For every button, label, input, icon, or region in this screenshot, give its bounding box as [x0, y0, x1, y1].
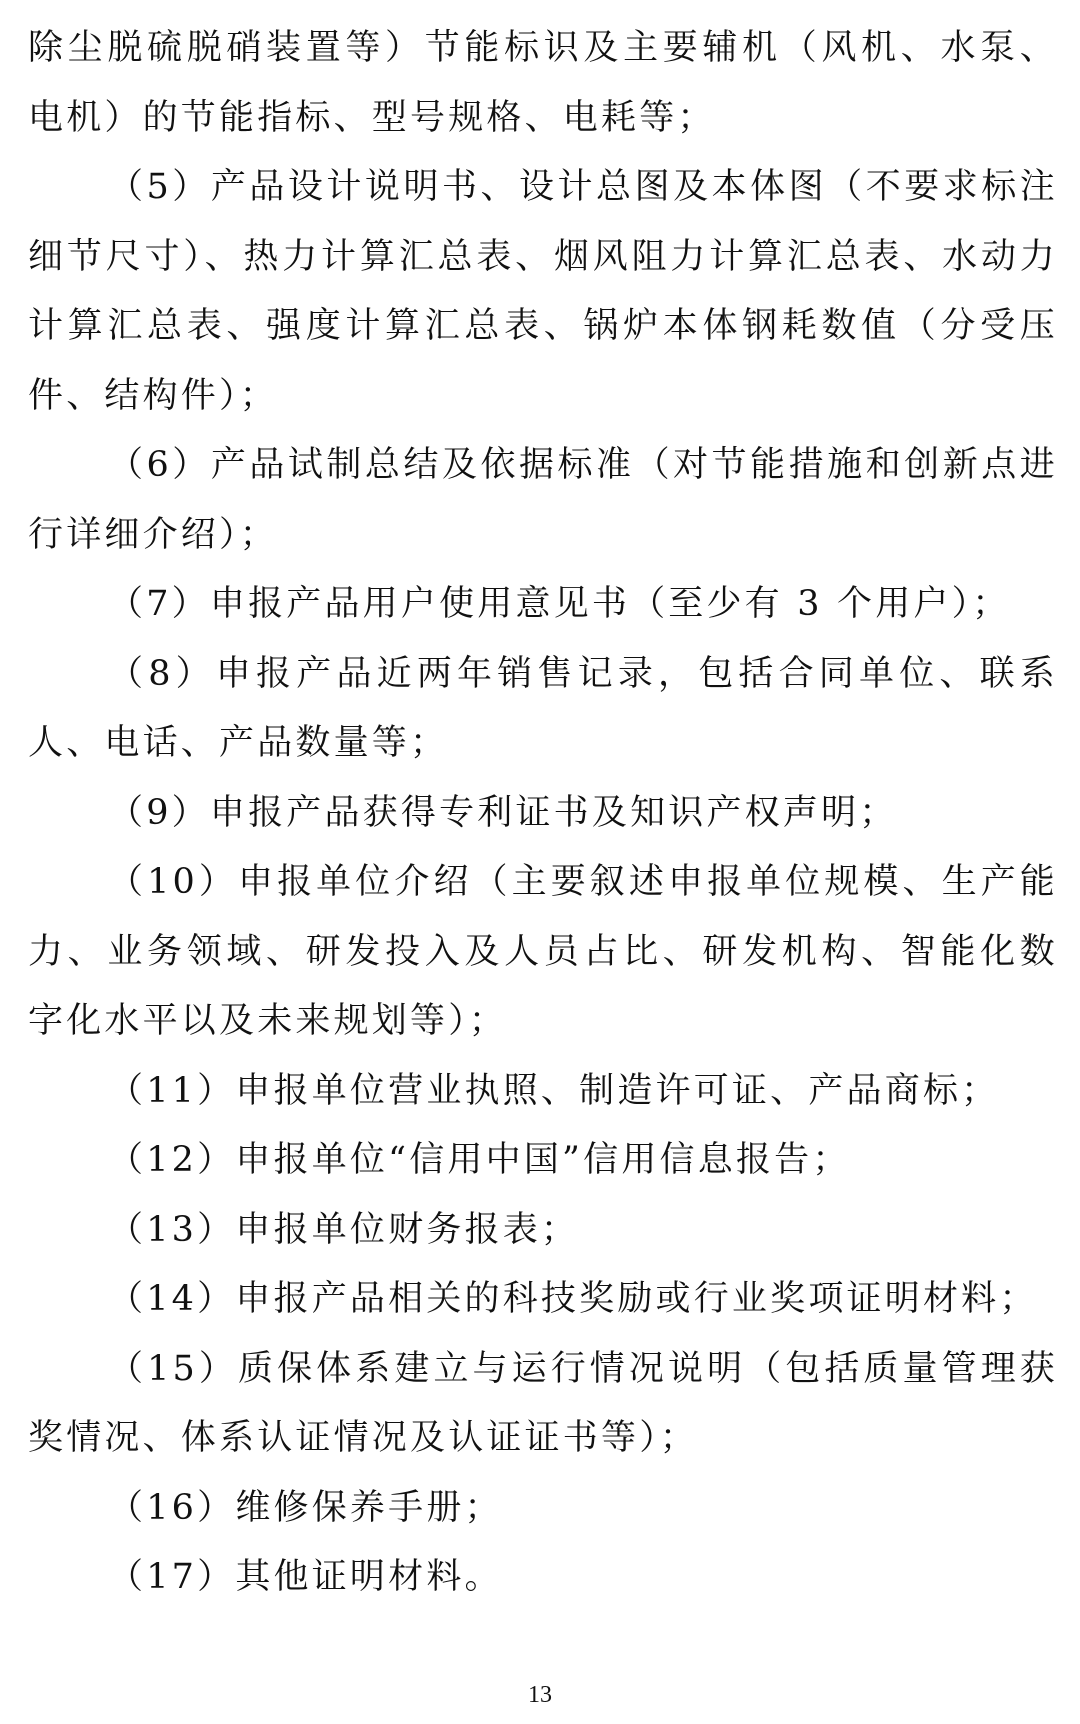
list-item-5: （5）产品设计说明书、设计总图及本体图（不要求标注细节尺寸）、热力计算汇总表、烟风阻力计算汇总表、水动力计算汇总表、强度计算汇总表、锅炉本体钢耗数值（分受压件、结构件）；	[28, 167, 1058, 416]
list-item-9: （9）申报产品获得专利证书及知识产权声明；	[108, 792, 898, 833]
list-item-15: （15）质保体系建立与运行情况说明（包括质量管理获奖情况、体系认证情况及认证证书等）；	[28, 1348, 1058, 1458]
paragraph-auxiliary-equipment-continued: 除尘脱硫脱硝装置等）节能标识及主要辅机（风机、水泵、电机）的节能指标、型号规格、电耗等；	[28, 28, 1058, 138]
list-item-11: （11）申报单位营业执照、制造许可证、产品商标；	[108, 1070, 1000, 1111]
list-item-12: （12）申报单位“信用中国”信用信息报告；	[108, 1140, 851, 1180]
list-item-8: （8）申报产品近两年销售记录，包括合同单位、联系人、电话、产品数量等；	[28, 653, 1058, 763]
list-item-16: （16）维修保养手册；	[108, 1487, 503, 1528]
page-number: 13	[528, 1682, 552, 1708]
list-item-13: （13）申报单位财务报表；	[108, 1209, 580, 1250]
list-item-14: （14）申报产品相关的科技奖励或行业奖项证明材料；	[108, 1279, 1038, 1319]
list-item-7: （7）申报产品用户使用意见书（至少有 3 个用户）；	[108, 584, 1011, 624]
list-item-6: （6）产品试制总结及依据标准（对节能措施和创新点进行详细介绍）；	[28, 445, 1058, 555]
list-item-17: （17）其他证明材料。	[108, 1557, 503, 1597]
document-body	[28, 14, 1058, 1613]
list-item-10: （10）申报单位介绍（主要叙述申报单位规模、生产能力、业务领域、研发投入及人员占比、研发机构、智能化数字化水平以及未来规划等）；	[28, 862, 1058, 1041]
